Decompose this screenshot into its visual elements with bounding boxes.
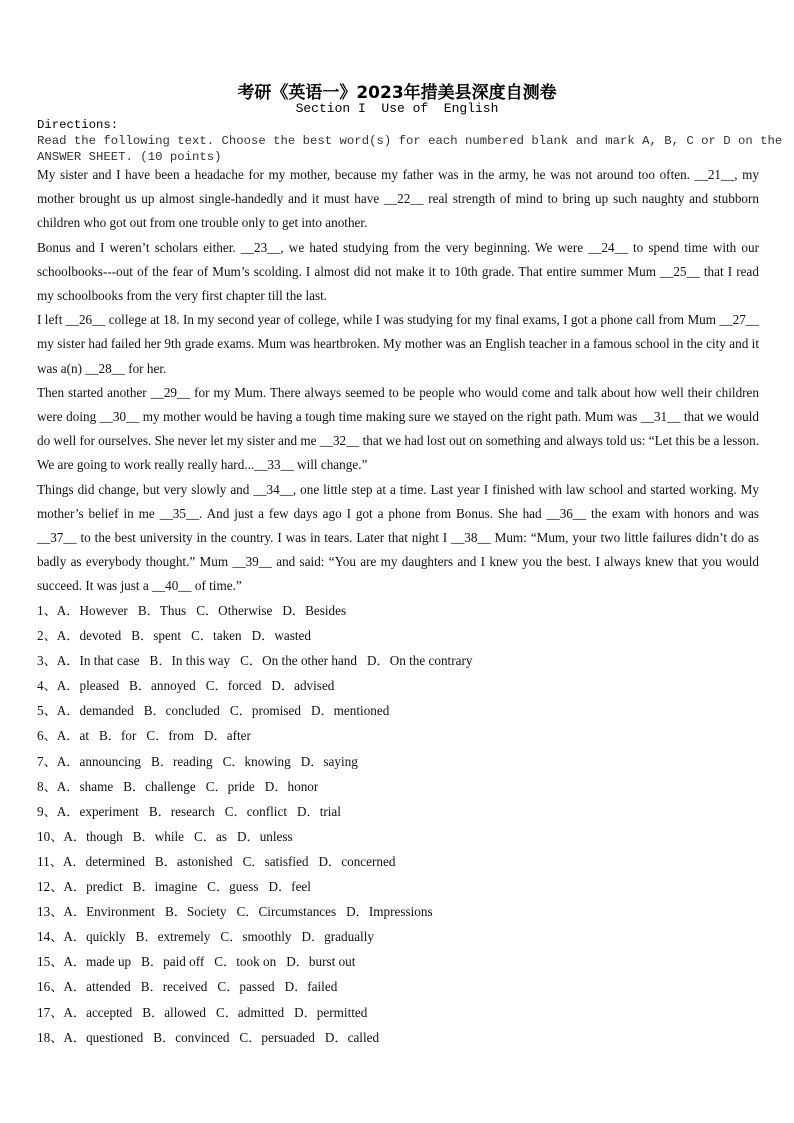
question-number: 2、 — [37, 628, 57, 644]
option-b[interactable]: B．extremely — [135, 929, 211, 945]
question-number: 16、 — [37, 979, 64, 995]
option-c[interactable]: C．taken — [191, 628, 242, 644]
option-c[interactable]: C．admitted — [215, 1004, 285, 1020]
option-c[interactable]: C．pride — [205, 778, 255, 794]
question-row — [37, 799, 759, 824]
option-d[interactable]: D．Impressions — [346, 904, 433, 920]
question-row — [37, 899, 759, 924]
option-b[interactable]: B．imagine — [132, 879, 198, 895]
option-b[interactable]: B．annoyed — [129, 678, 196, 694]
option-d[interactable]: D．On the contrary — [366, 653, 473, 669]
question-number: 13、 — [37, 904, 64, 920]
option-c[interactable]: C．took on — [214, 954, 277, 970]
option-a[interactable]: A．However — [56, 603, 128, 618]
option-b[interactable]: B．concluded — [143, 703, 220, 719]
option-a[interactable]: A．predict — [63, 879, 123, 895]
reading-passage — [37, 163, 759, 599]
option-d[interactable]: D．Besides — [282, 603, 347, 618]
option-a[interactable]: A．experiment — [56, 803, 139, 819]
option-a[interactable]: A．made up — [63, 954, 132, 970]
option-b[interactable]: B．In this way — [149, 653, 231, 669]
option-d[interactable]: D．mentioned — [310, 703, 390, 719]
question-row — [37, 924, 759, 949]
option-c[interactable]: C．smoothly — [220, 929, 292, 945]
option-d[interactable]: D．failed — [284, 979, 338, 995]
option-a[interactable]: A．shame — [56, 778, 114, 794]
option-a[interactable]: A．demanded — [56, 703, 134, 719]
passage-paragraph: My sister and I have been a headache for my mother, because my father was in the army, he was not around too often. __21__, my mother brought us up almost single-handedly and it must have __22__ real strength of mind to bring up such naughty and stubborn children who got out from one trouble only to get into another. — [37, 167, 759, 231]
option-a[interactable]: A．Environment — [63, 904, 155, 920]
option-d[interactable]: D．called — [324, 1029, 380, 1045]
option-d[interactable]: D．after — [204, 728, 251, 744]
question-number: 11、 — [37, 853, 63, 869]
passage-paragraph: I left __26__ college at 18. In my second year of college, while I was studying for my final exams, I got a phone call from Mum __27__ my sister had failed her 9th grade exams. Mum was heartbroken. My mother was an English teacher in a famous school in the city and it was a(n) __28__ for her. — [37, 312, 759, 376]
question-row — [37, 723, 759, 748]
option-b[interactable]: B．received — [140, 979, 208, 995]
question-row — [37, 774, 759, 799]
question-row — [37, 974, 759, 999]
question-row — [37, 849, 759, 874]
option-b[interactable]: B．allowed — [142, 1004, 206, 1020]
option-d[interactable]: D．honor — [264, 778, 319, 794]
question-row — [37, 598, 759, 623]
question-row — [37, 698, 759, 723]
question-number: 12、 — [37, 879, 64, 895]
option-b[interactable]: B．challenge — [123, 778, 196, 794]
question-row — [37, 1000, 759, 1025]
option-c[interactable]: C．promised — [229, 703, 301, 719]
option-c[interactable]: C．passed — [217, 979, 275, 995]
option-d[interactable]: D．wasted — [251, 628, 311, 644]
option-d[interactable]: D．advised — [271, 678, 335, 694]
question-row — [37, 824, 759, 849]
option-a[interactable]: A．In that case — [56, 653, 140, 669]
question-number: 9、 — [37, 803, 57, 819]
question-number: 8、 — [37, 778, 57, 794]
option-b[interactable]: B．spent — [131, 628, 182, 644]
question-number: 7、 — [37, 753, 57, 769]
question-row — [37, 648, 759, 673]
option-d[interactable]: D．saying — [300, 753, 358, 769]
option-d[interactable]: D．feel — [268, 879, 311, 895]
option-c[interactable]: C．conflict — [224, 803, 287, 819]
option-c[interactable]: C．Otherwise — [196, 603, 273, 618]
option-c[interactable]: C．guess — [207, 879, 259, 895]
question-number: 3、 — [37, 653, 57, 669]
option-d[interactable]: D．trial — [296, 803, 341, 819]
directions-label: Directions: — [37, 118, 119, 132]
option-d[interactable]: D．concerned — [318, 853, 396, 869]
option-a[interactable]: A．determined — [62, 853, 145, 869]
question-row — [37, 673, 759, 698]
question-row — [37, 623, 759, 648]
option-b[interactable]: B．astonished — [154, 853, 233, 869]
option-a[interactable]: A．attended — [63, 979, 131, 995]
option-c[interactable]: C．persuaded — [239, 1029, 315, 1045]
option-b[interactable]: B．Society — [164, 904, 227, 920]
option-c[interactable]: C．Circumstances — [236, 904, 337, 920]
option-c[interactable]: C．as — [194, 828, 227, 844]
option-a[interactable]: A．quickly — [63, 929, 126, 945]
question-number: 4、 — [37, 678, 57, 694]
option-a[interactable]: A．announcing — [56, 753, 142, 769]
question-number: 6、 — [37, 728, 57, 744]
option-c[interactable]: C．knowing — [222, 753, 291, 769]
question-number: 1、 — [37, 603, 57, 618]
option-c[interactable]: C．satisfied — [242, 853, 309, 869]
option-d[interactable]: D．permitted — [294, 1004, 368, 1020]
option-d[interactable]: D．gradually — [301, 929, 374, 945]
option-b[interactable]: B．Thus — [137, 603, 187, 618]
question-row — [37, 749, 759, 774]
directions-text: ANSWER SHEET. (10 points) — [37, 150, 222, 164]
question-number: 17、 — [37, 1004, 64, 1020]
option-a[interactable]: A．accepted — [63, 1004, 133, 1020]
question-number: 14、 — [37, 929, 64, 945]
option-a[interactable]: A．devoted — [56, 628, 122, 644]
passage-paragraph: Then started another __29__ for my Mum. There always seemed to be people who would come and talk about how well their children were doing __30__ my mother would be having a tough time making sure we stayed on the right path. Mum was __31__ that we would do well for ourselves. She never let my sister and me __32__ that we had lost out on something and always told us: “Let this be a lesson. We are going to work really really hard...__33__ will change.” — [37, 384, 759, 473]
option-b[interactable]: B．reading — [151, 753, 213, 769]
page-title: 考研《英语一》2023年措美县深度自测卷 — [237, 83, 557, 103]
option-b[interactable]: B．convinced — [153, 1029, 230, 1045]
option-a[interactable]: A．though — [63, 828, 123, 844]
question-number: 5、 — [37, 703, 57, 719]
option-c[interactable]: C．forced — [205, 678, 262, 694]
option-a[interactable]: A．questioned — [63, 1029, 144, 1045]
option-a[interactable]: A．at — [56, 728, 90, 744]
option-d[interactable]: D．burst out — [286, 954, 356, 970]
section-heading: Section I Use of English — [295, 101, 499, 116]
option-b[interactable]: B．for — [99, 728, 137, 744]
option-c[interactable]: C．from — [146, 728, 195, 744]
passage-paragraph: Things did change, but very slowly and __34__, one little step at a time. Last year I finished with law school and started working. My mother’s belief in me __35__. And just a few days ago I got a phone from Bonus. She had __36__ the exam with honors and was __37__ to the best university in the country. I was in tears. Later that night I __38__ Mum: “Mum, your two little failures didn’t do as badly as everybody thought.” Mum __39__ and said: “You are my daughters and I knew you the best. I always knew that you would succeed. It was just a __40__ of time.” — [37, 481, 759, 594]
question-number: 15、 — [37, 954, 64, 970]
question-number: 10、 — [37, 828, 64, 844]
option-c[interactable]: C．On the other hand — [240, 653, 357, 669]
option-b[interactable]: B．while — [132, 828, 185, 844]
option-b[interactable]: B．paid off — [141, 954, 205, 970]
question-row — [37, 949, 759, 974]
question-options-list — [37, 598, 759, 1050]
directions-text: Read the following text. Choose the best word(s) for each numbered blank and mark A, B, C or D on the — [37, 134, 783, 148]
option-a[interactable]: A．pleased — [56, 678, 120, 694]
option-b[interactable]: B．research — [148, 803, 215, 819]
question-row — [37, 874, 759, 899]
option-d[interactable]: D．unless — [236, 828, 293, 844]
question-row — [37, 1025, 759, 1050]
passage-paragraph: Bonus and I weren’t scholars either. __23__, we hated studying from the very beginning. We were __24__ to spend time with our schoolbooks---out of the fear of Mum’s scolding. I almost did not make it to 10th grade. That entire summer Mum __25__ that I read my schoolbooks from the very first chapter till the last. — [37, 239, 759, 304]
question-number: 18、 — [37, 1029, 64, 1045]
